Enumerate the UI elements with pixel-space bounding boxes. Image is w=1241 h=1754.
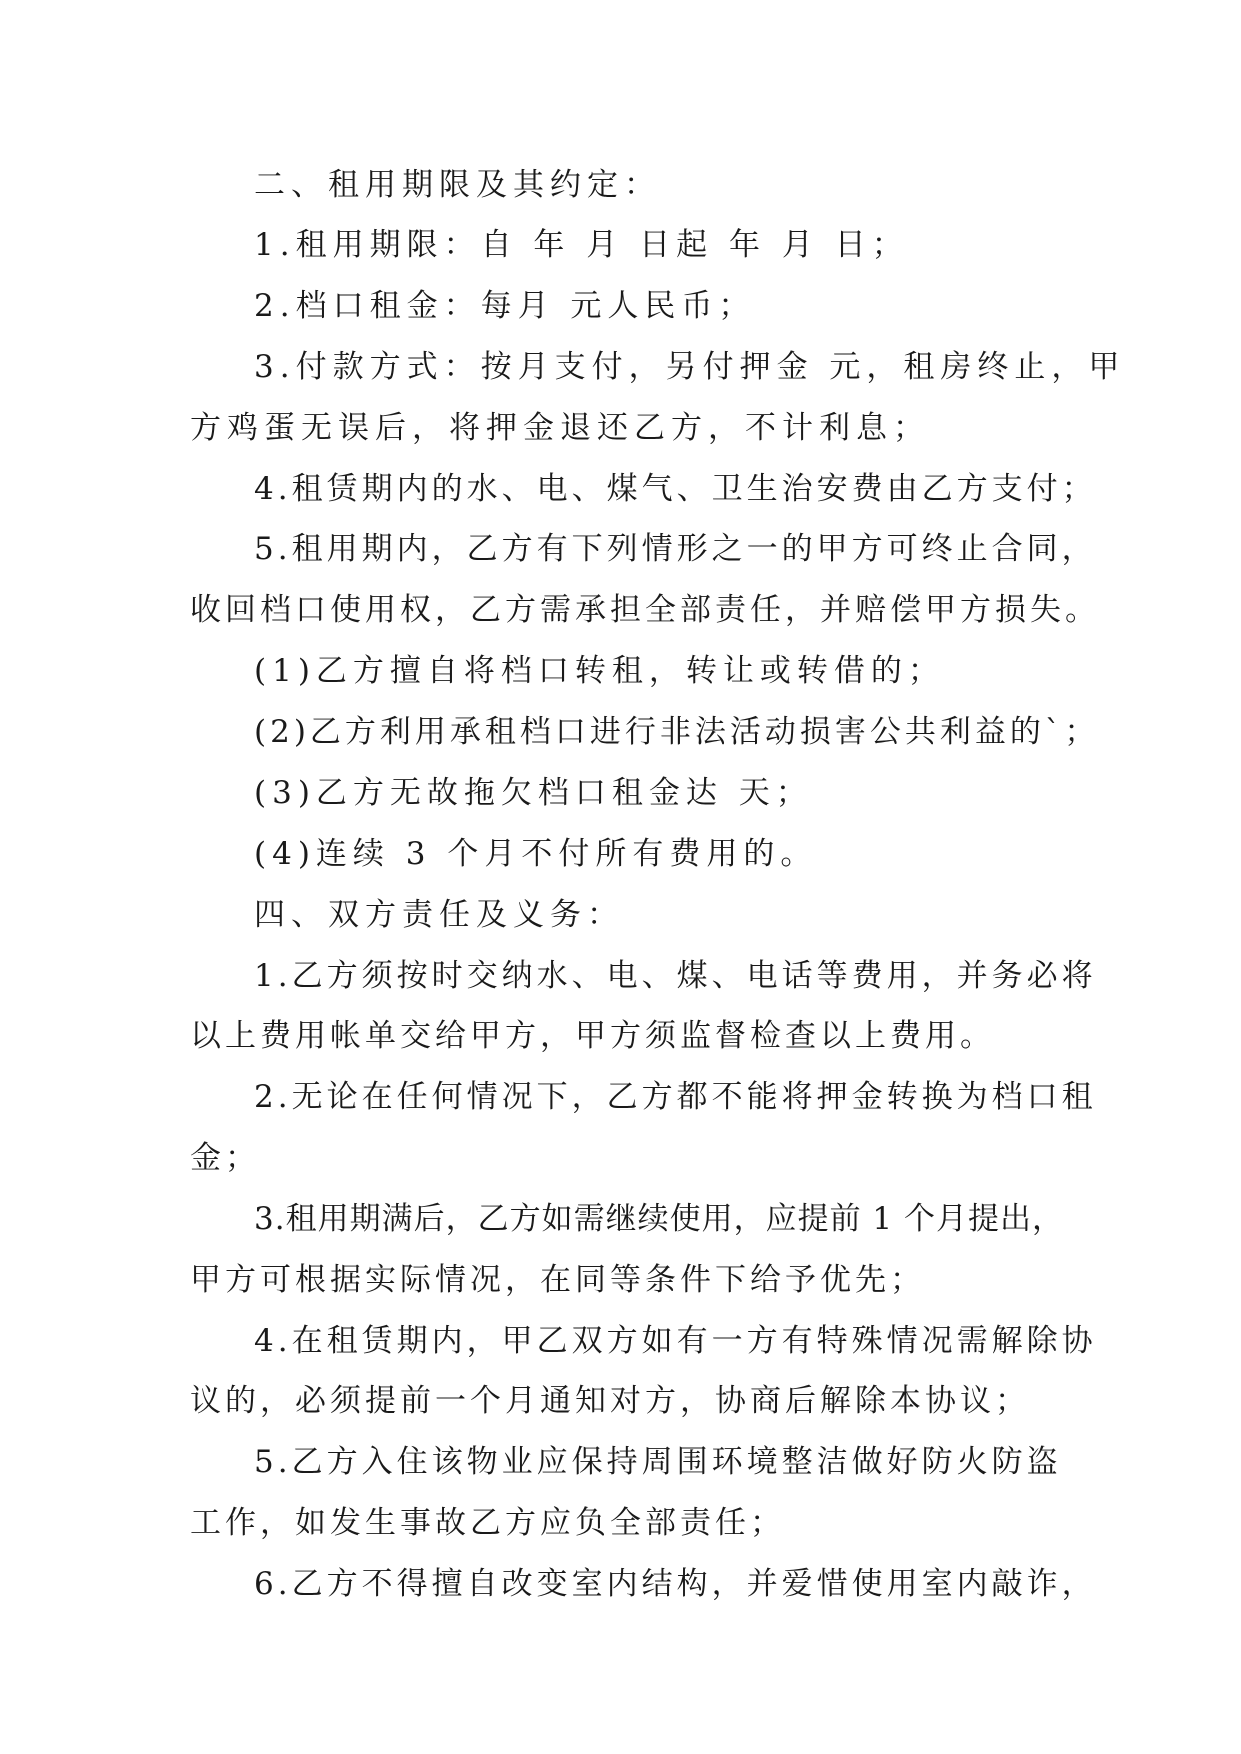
clause-rent: 2.档口租金：每月 元人民币； — [254, 288, 756, 324]
duty-3-line-1: 3.租用期满后，乙方如需继续使用，应提前 1 个月提出， — [254, 1201, 1065, 1237]
duty-1-line-1: 1.乙方须按时交纳水、电、煤、电话等费用，并务必将 — [254, 958, 1097, 994]
clause-payment-line-1: 3.付款方式：按月支付，另付押金 元，租房终止，甲 — [254, 349, 1126, 385]
duty-5-line-2: 工作，如发生事故乙方应负全部责任； — [190, 1505, 785, 1541]
sub-item-1: (1)乙方擅自将档口转租，转让或转借的； — [254, 653, 945, 689]
duty-2-line-1: 2.无论在任何情况下，乙方都不能将押金转换为档口租 — [254, 1079, 1097, 1115]
duty-4-line-2: 议的，必须提前一个月通知对方，协商后解除本协议； — [190, 1383, 1030, 1419]
clause-termination-line-2: 收回档口使用权，乙方需承担全部责任，并赔偿甲方损失。 — [190, 592, 1100, 628]
sub-item-2: (2)乙方利用承租档口进行非法活动损害公共利益的`； — [254, 714, 1100, 750]
clause-lease-period: 1.租用期限：自 年 月 日起 年 月 日； — [254, 227, 909, 263]
clause-payment-line-2: 方鸡蛋无误后，将押金退还乙方，不计利息； — [190, 410, 930, 446]
sub-item-3: (3)乙方无故拖欠档口租金达 天； — [254, 775, 813, 811]
duty-2-line-2: 金； — [190, 1140, 260, 1176]
duty-3-line-2: 甲方可根据实际情况，在同等条件下给予优先； — [190, 1262, 925, 1298]
clause-utilities: 4.租赁期内的水、电、煤气、卫生治安费由乙方支付； — [254, 471, 1097, 507]
duty-6-line-1: 6.乙方不得擅自改变室内结构，并爱惜使用室内敲诈， — [254, 1566, 1097, 1602]
duty-1-line-2: 以上费用帐单交给甲方，甲方须监督检查以上费用。 — [190, 1018, 995, 1054]
duty-4-line-1: 4.在租赁期内，甲乙双方如有一方有特殊情况需解除协 — [254, 1323, 1097, 1359]
duty-5-line-1: 5.乙方入住该物业应保持周围环境整洁做好防火防盗 — [254, 1444, 1062, 1480]
clause-termination-line-1: 5.租用期内，乙方有下列情形之一的甲方可终止合同， — [254, 531, 1097, 567]
sub-item-4: (4)连续 3 个月不付所有费用的。 — [254, 836, 818, 872]
section-heading-lease-term: 二、租用期限及其约定： — [254, 167, 661, 203]
section-heading-duties: 四、双方责任及义务： — [254, 897, 624, 933]
